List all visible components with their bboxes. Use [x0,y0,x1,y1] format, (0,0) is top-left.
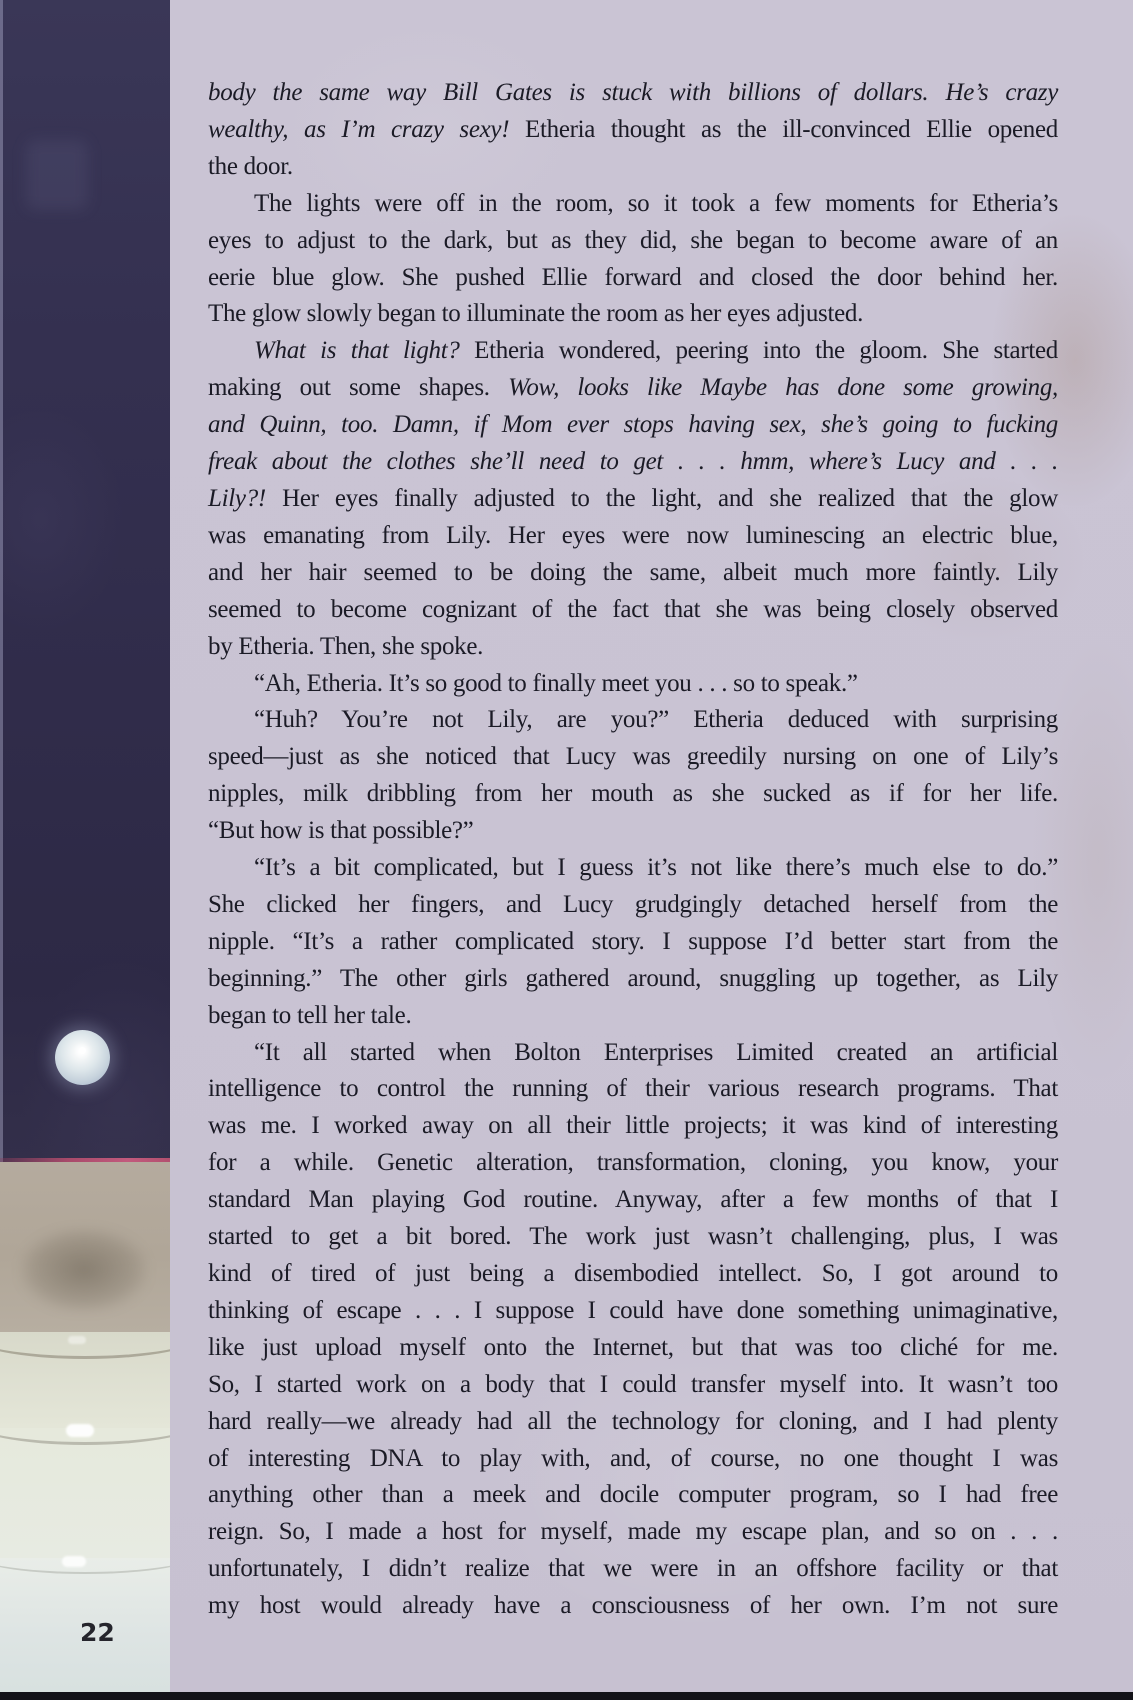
text-segment: seemed to become cognizant of the fact that she was being closely observed [208,595,1058,623]
text-line [208,1035,1058,1072]
text-segment: of interesting DNA to play with, and, of course, no one thought I was [208,1444,1058,1472]
text-line [208,850,1058,887]
text-segment: “But how is that possible?” [208,817,474,845]
text-segment: started to get a bit bored. The work just wasn’t challenging, plus, I was [208,1223,1058,1251]
text-line [208,961,1058,998]
text-line [208,112,1058,149]
text-segment: She clicked her fingers, and Lucy grudgingly detached herself from the [208,890,1058,918]
text-segment: thinking of escape . . . I suppose I could have done something unimaginative, [208,1296,1058,1324]
text-line [208,1514,1058,1551]
text-segment: “It’s a bit complicated, but I guess it’s not like there’s much else to do.” [254,854,1058,882]
text-segment: was me. I worked away on all their little projects; it was kind of interesting [208,1112,1058,1140]
text-segment: eerie blue glow. She pushed Ellie forward and closed the door behind her. [208,263,1058,291]
bottom-border-bar [0,1692,1133,1700]
text-segment: reign. So, I made a host for myself, made my escape plan, and so on . . . [208,1518,1058,1546]
text-line [208,1256,1058,1293]
text-block [208,75,1058,1625]
text-line [208,1367,1058,1404]
text-line [208,1551,1058,1588]
lamp-glint-3 [68,1336,86,1344]
text-segment: So, I started work on a body that I could transfer myself into. It wasn’t too [208,1370,1058,1398]
text-line [208,1145,1058,1182]
text-line [208,296,1058,333]
text-segment: nipples, milk dribbling from her mouth as she sucked as if for her life. [208,780,1058,808]
text-segment: Etheria thought as the ill-convinced Ellie opened [509,115,1058,143]
text-segment: making out some shapes. [208,374,509,402]
photo-faint-reflection [26,140,88,210]
lampshade-rim-2 [0,1398,170,1445]
text-line [208,1219,1058,1256]
text-segment: The lights were off in the room, so it took a few moments for Etheria’s [254,189,1058,217]
text-line [208,260,1058,297]
photo-left-edge-highlight [0,0,3,1162]
italic-text-segment: and Quinn, too. Damn, if Mom ever stops having sex, she’s going to fucking [208,411,1058,439]
lamp-glint-1 [66,1424,94,1437]
text-segment: was emanating from Lily. Her eyes were now luminescing an electric blue, [208,521,1058,549]
text-line [208,739,1058,776]
text-segment: unfortunately, I didn’t realize that we were in an offshore facility or that [208,1555,1058,1583]
text-line [208,407,1058,444]
text-segment: “Huh? You’re not Lily, are you?” Etheria deduced with surprising [254,706,1058,734]
lampshade-shadow [20,1228,148,1312]
text-line [208,813,1058,850]
text-line [208,1477,1058,1514]
text-line [208,186,1058,223]
text-line [208,702,1058,739]
text-segment: for a while. Genetic alteration, transformation, cloning, you know, your [208,1149,1058,1177]
italic-text-segment: What is that light? [254,337,460,365]
text-segment: kind of tired of just being a disembodied intellect. So, I got around to [208,1260,1058,1287]
text-segment: began to tell her tale. [208,1001,412,1029]
lamp-glint-2 [62,1556,86,1567]
text-segment: by Etheria. Then, she spoke. [208,632,484,660]
text-line [208,518,1058,555]
text-line [208,998,1058,1035]
text-segment: the door. [208,152,293,180]
text-line [208,887,1058,924]
italic-text-segment: Wow, looks like Maybe has done some growing, [508,374,1059,402]
text-segment: eyes to adjust to the dark, but as they did, she began to become aware of an [208,226,1058,254]
text-line [208,1404,1058,1441]
text-line [208,1330,1058,1367]
text-line [208,555,1058,592]
lampshade-rim-1 [0,1312,170,1359]
text-line [208,1182,1058,1219]
text-segment: intelligence to control the running of their various research programs. That [208,1075,1058,1103]
text-line [208,481,1058,518]
text-line [208,776,1058,813]
text-segment: nipple. “It’s a rather complicated story. I suppose I’d better start from the [208,927,1058,955]
text-line [208,370,1058,407]
text-line [208,1071,1058,1108]
glow-orb [55,1030,110,1085]
italic-text-segment: wealthy, as I’m crazy sexy! [208,115,510,143]
text-line [208,1293,1058,1330]
text-line [208,1108,1058,1145]
italic-text-segment: Lily?! [208,484,266,512]
text-line [208,924,1058,961]
italic-text-segment: body the same way Bill Gates is stuck with billions of dollars. He’s crazy [208,79,1058,106]
text-line [208,223,1058,260]
text-line [208,149,1058,186]
italic-text-segment: freak about the clothes she’ll need to get . . . hmm, where’s Lucy and . . . [208,448,1058,476]
text-line [208,666,1058,703]
text-segment: “It all started when Bolton Enterprises Limited created an artificial [254,1038,1058,1066]
text-line [208,75,1058,112]
text-segment: my host would already have a consciousness of her own. I’m not sure [208,1592,1058,1620]
text-segment: standard Man playing God routine. Anyway, after a few months of that I [208,1186,1058,1214]
text-segment: Her eyes finally adjusted to the light, and she realized that the glow [265,484,1058,512]
lampshade-rim-3 [0,1532,170,1574]
text-segment: Etheria wondered, peering into the gloom. She started [459,337,1058,365]
text-segment: anything other than a meek and docile computer program, so I had free [208,1481,1058,1509]
text-segment: beginning.” The other girls gathered around, snuggling up together, as Lily [208,964,1058,992]
photo-strip [0,0,170,1700]
text-line [208,333,1058,370]
text-line [208,444,1058,481]
page-number: 22 [80,1618,115,1647]
text-line [208,629,1058,666]
text-segment: like just upload myself onto the Internet, but that was too cliché for me. [208,1333,1058,1361]
text-segment: hard really—we already had all the technology for cloning, and I had plenty [208,1407,1058,1435]
text-segment: “Ah, Etheria. It’s so good to finally meet you . . . so to speak.” [254,669,858,697]
text-segment: The glow slowly began to illuminate the room as her eyes adjusted. [208,300,864,328]
text-line [208,1588,1058,1625]
text-segment: and her hair seemed to be doing the same, albeit much more faintly. Lily [208,558,1058,586]
text-line [208,1441,1058,1478]
text-segment: speed—just as she noticed that Lucy was greedily nursing on one of Lily’s [208,743,1058,771]
text-line [208,592,1058,629]
